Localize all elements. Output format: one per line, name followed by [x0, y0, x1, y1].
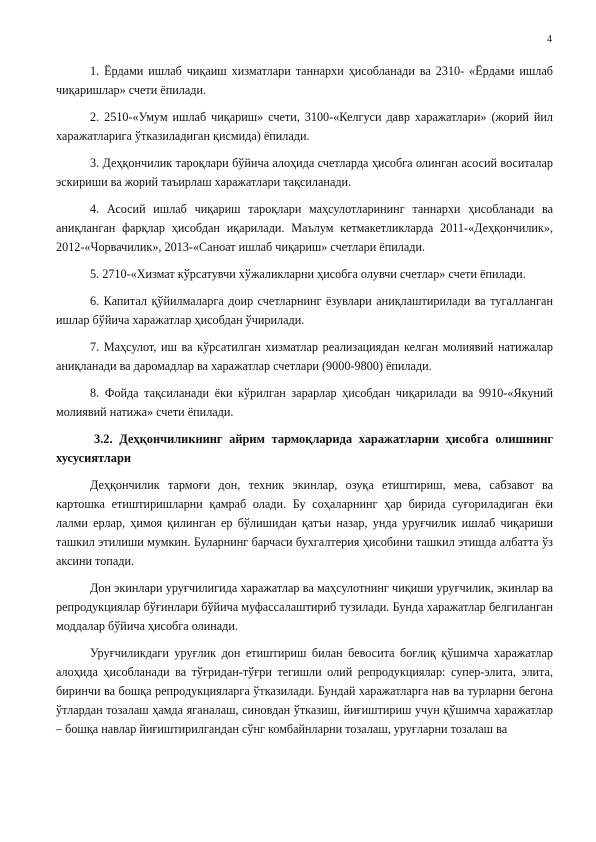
paragraph-4: 4. Асосий ишлаб чиқариш тароқлари маҳсулотларининг таннархи ҳисобланади ва аниқланган фарқлар ҳисобдан иқарилади. Маълум кетмакетликларда 2011-«Деҳқончилик», 2012-«Чорвачилик», 2013-«Саноат ишлаб чиқариш» счетлари ёпилади.: [56, 202, 553, 254]
page-number: 4: [547, 34, 552, 45]
paragraph-5: 5. 2710-«Хизмат кўрсатувчи хўжаликларни ҳисобга олувчи счетлар» счети ёпилади.: [90, 267, 526, 281]
paragraph-2: 2. 2510-«Умум ишлаб чиқариш» счети, 3100-«Келгуси давр харажатлари» (жорий йил харажатларига ўтказиладиган қисмида) ёпилади.: [56, 110, 553, 143]
page-content: [56, 62, 553, 739]
paragraph-3: 3. Деҳқончилик тароқлари бўйича алоҳида счетларда ҳисобга олинган асосий воситалар эскириши ва жорий таъирлаш харажатлари тақсиланади.: [56, 156, 553, 189]
section-heading: 3.2. Деҳқончиликнинг айрим тармоқларида харажатларни ҳисобга олишнинг хусусиятлари: [56, 432, 553, 465]
section-paragraph-2: Дон экинлари уруғчилигида харажатлар ва маҳсулотнинг чиқиши уруғчилик, экинлар ва репродукциялар бўғинлари бўйича муфассалаштириб тузилади. Бунда харажатлар белгиланган моддалар бўйича ҳисобга олинади.: [56, 581, 553, 633]
paragraph-8: 8. Фойда тақсиланади ёки кўрилган зарарлар ҳисобдан чиқарилади ва 9910-«Якуний молиявий натижа» счети ёпилади.: [56, 386, 553, 419]
section-paragraph-3: Уруғчиликдаги уруғлик дон етиштириш билан бевосита боғлиқ қўшимча харажатлар алоҳида ҳисобланади ва тўғридан-тўғри тегишли олий репродукциялар: супер-элита, элита, биринчи ва бошқа репродукцияларга ўтказилади. Бундай харажатларга нав ва турларни бегона ўтлардан тозалаш ҳамда яганалаш, синовдан ўтказиш, йиғиштириш учун қўшимча харажатлар – бошқа навлар йиғиштирилгандан сўнг комбайнларни тозалаш, уруғларни тозалаш ва: [56, 646, 553, 736]
section-paragraph-1: Деҳқончилик тармоғи дон, техник экинлар, озуқа етиштириш, мева, сабзавот ва картошка етиштиришларни қамраб олади. Бу соҳаларнинг ҳар бирида суғориладиган ёки лалми ерлар, ҳимоя қилинган ер бўлишидан қатъи назар, унда уруғчилик ишлаб чиқариши ташкил этилиши мумкин. Буларнинг барчаси бухгалтерия ҳисобини ташкил этишда албатта ўз аксини топади.: [56, 478, 553, 568]
paragraph-6: 6. Капитал қўйилмаларга доир счетларнинг ёзувлари аниқлаштирилади ва тугалланган ишлар бўйича харажатлар ҳисобдан ўчирилади.: [56, 294, 553, 327]
paragraph-1: 1. Ёрдами ишлаб чиқаиш хизматлари таннархи ҳисобланади ва 2310- «Ёрдами ишлаб чиқаришлар» счети ёпилади.: [56, 64, 553, 97]
paragraph-7: 7. Маҳсулот, иш ва кўрсатилган хизматлар реализациядан келган молиявий натижалар аниқланади ва даромадлар ва харажатлар счетлари (9000-9800) ёпилади.: [56, 340, 553, 373]
